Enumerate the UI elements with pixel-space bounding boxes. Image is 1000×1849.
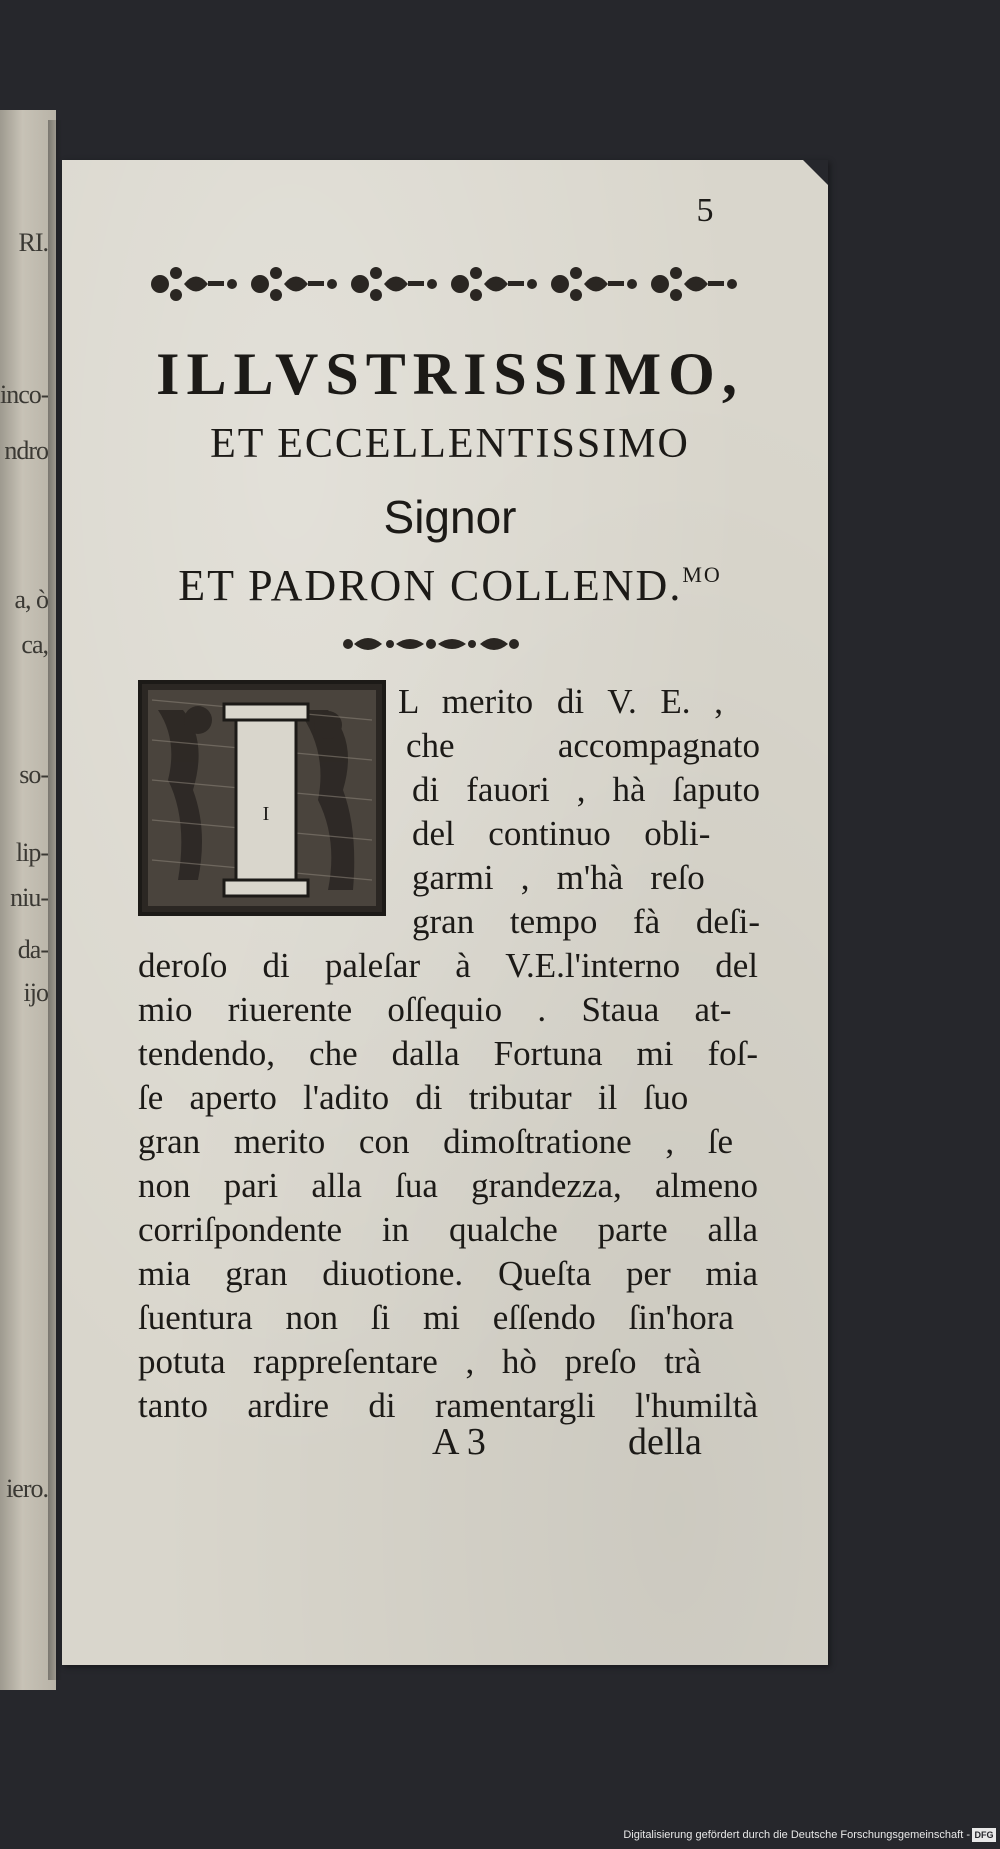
- body-line: che accompagnato: [406, 726, 760, 765]
- left-page-fragment: da-: [17, 935, 48, 964]
- left-page-fragment: a, ò: [14, 585, 48, 614]
- body-line: corriſpondente in qualche parte alla: [138, 1210, 758, 1249]
- body-line: non pari alla ſua grandezza, almeno: [138, 1166, 758, 1205]
- gutter-shadow: [48, 120, 62, 1680]
- left-page-fragment: so-: [19, 760, 48, 789]
- left-page-fragment: RI.: [18, 228, 48, 257]
- catchword: della: [628, 1421, 702, 1463]
- left-page-fragment: iero.: [6, 1474, 48, 1503]
- body-line: mio riuerente oſſequio . Staua at-: [138, 990, 732, 1029]
- title-line-2: ET ECCELLENTISSIMO: [210, 421, 690, 467]
- body-line: mia gran diuotione. Queſta per mia: [138, 1254, 758, 1293]
- title-line-4: [120, 560, 780, 611]
- body-line: ſe aperto l'adito di tributar il ſuo: [138, 1078, 689, 1117]
- body-line: potuta rappreſentare , hò preſo trà: [138, 1342, 702, 1381]
- left-page-fragment: lip-: [15, 838, 48, 867]
- decorative-ornament-band: [140, 255, 758, 313]
- body-line: L merito di V. E. ,: [398, 682, 724, 721]
- body-line: ſuentura non ſi mi eſſendo ſin'hora: [138, 1298, 734, 1337]
- left-page-fragment: niu-: [10, 883, 48, 912]
- initial-letter: I: [262, 803, 270, 825]
- woodcut-initial: [138, 680, 386, 916]
- left-page-fragment: ndro: [4, 436, 48, 465]
- body-line: gran tempo fà deſi-: [412, 902, 760, 941]
- body-line: deroſo di paleſar à V.E.l'interno del: [138, 946, 758, 985]
- title-line-4-text: ET PADRON COLLEND.: [178, 561, 683, 610]
- body-line: garmi , m'hà reſo: [412, 858, 705, 897]
- signature-mark: A 3: [432, 1421, 486, 1463]
- page-number: 5: [696, 192, 714, 229]
- left-page-fragment: ca,: [21, 630, 48, 659]
- page-corner: [803, 160, 828, 185]
- footer-credit: Digitalisierung gefördert durch die Deutsche Forschungsgemeinschaft -: [623, 1829, 970, 1841]
- body-line: gran merito con dimoſtratione , ſe: [138, 1122, 734, 1161]
- body-line: tendendo, che dalla Fortuna mi foſ-: [138, 1034, 758, 1073]
- body-line: tanto ardire di ramentargli l'humiltà: [138, 1386, 758, 1425]
- title-line-4-superscript: MO: [682, 562, 722, 587]
- left-page-fragment: ijo: [23, 978, 48, 1007]
- left-page-fragment: inco-: [0, 380, 48, 409]
- title-line-3: Signor: [383, 491, 517, 543]
- body-line: di fauori , hà ſaputo: [412, 770, 760, 809]
- title-line-1: ILLVSTRISSIMO,: [156, 341, 744, 407]
- small-ornament: [338, 630, 524, 658]
- body-line: del continuo obli-: [412, 814, 711, 853]
- dfg-logo: DFG: [972, 1828, 996, 1842]
